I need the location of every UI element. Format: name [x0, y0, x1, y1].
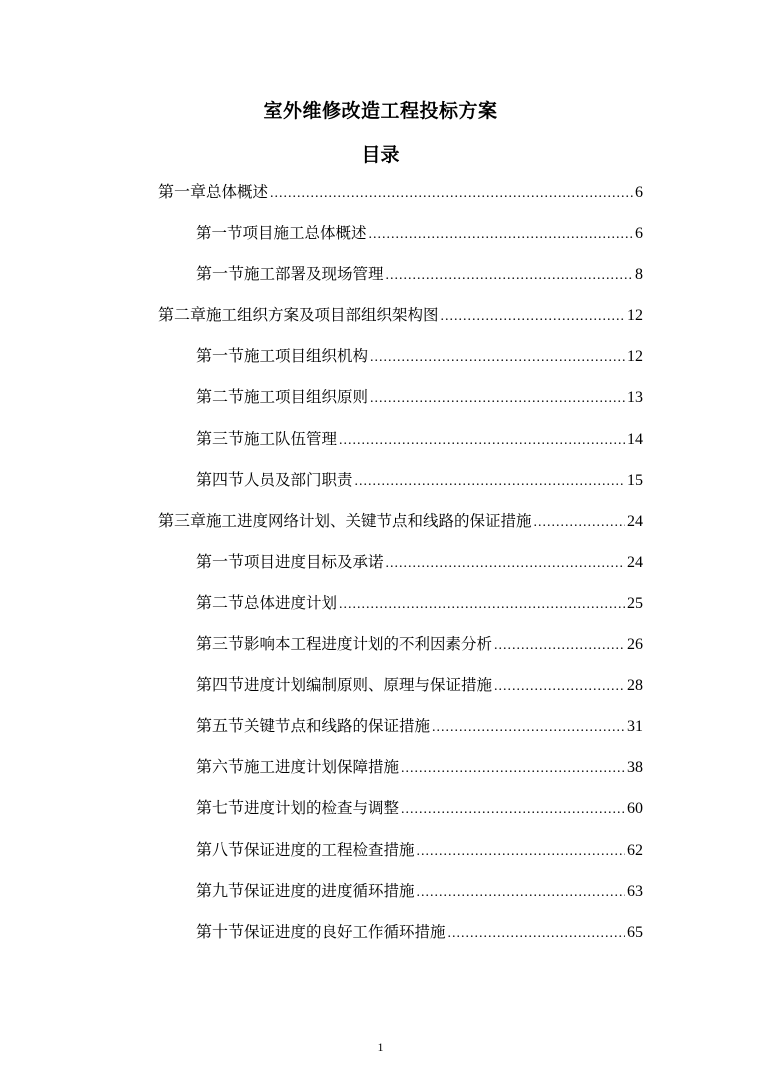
toc-entry-page: 28: [627, 677, 643, 695]
toc-entry-title: 保证进度的良好工作循环措施: [244, 922, 446, 941]
toc-entry-title: 施工部署及现场管理: [244, 265, 384, 284]
toc-entry-section[interactable]: [0, 747, 643, 788]
toc-entry-section[interactable]: [0, 871, 643, 912]
toc-dot-leader: [534, 502, 625, 543]
toc-dot-leader: [386, 255, 633, 296]
toc-entry-section[interactable]: [0, 624, 643, 665]
toc-entry-number: 第六节: [196, 759, 245, 777]
toc-entry-title: 关键节点和线路的保证措施: [244, 717, 431, 736]
toc-entry-section[interactable]: [0, 460, 643, 501]
toc-entry-title: 保证进度的进度循环措施: [244, 881, 415, 900]
toc-entry-section[interactable]: [0, 542, 643, 583]
toc-dot-leader: [432, 707, 625, 748]
toc-entry-section[interactable]: [0, 583, 643, 624]
toc-entry-number: 第一章: [158, 184, 207, 201]
table-of-contents: [0, 172, 761, 953]
toc-dot-leader: [401, 789, 625, 830]
toc-entry-section[interactable]: [0, 788, 643, 829]
toc-entry-page: 14: [627, 430, 643, 448]
toc-entry-page: 13: [627, 389, 643, 407]
toc-entry-section[interactable]: [0, 336, 643, 377]
toc-entry-page: 62: [627, 841, 643, 859]
toc-entry-title: 施工进度网络计划、关键节点和线路的保证措施: [206, 511, 532, 530]
toc-entry-number: 第二章: [158, 307, 207, 325]
toc-entry-title: 进度计划的检查与调整: [244, 799, 400, 818]
toc-entry-page: 24: [627, 512, 643, 530]
toc-entry-section[interactable]: [0, 665, 643, 706]
toc-entry-number: 第五节: [196, 718, 245, 736]
toc-entry-page: 60: [627, 800, 643, 818]
toc-dot-leader: [441, 296, 625, 337]
toc-entry-title: 人员及部门职责: [244, 470, 353, 489]
toc-entry-section[interactable]: [0, 830, 643, 871]
toc-entry-title: 总体进度计划: [244, 593, 338, 612]
toc-entry-section[interactable]: [0, 419, 643, 460]
toc-entry-page: 12: [627, 348, 643, 366]
toc-entry-title: 影响本工程进度计划的不利因素分析: [244, 635, 493, 654]
toc-dot-leader: [401, 748, 625, 789]
toc-entry-number: 第八节: [196, 841, 245, 859]
toc-entry-number: 第三章: [158, 512, 207, 530]
toc-entry-number: 第四节: [196, 471, 245, 489]
toc-entry-title: 总体概述: [206, 183, 269, 201]
toc-entry-title: 施工进度计划保障措施: [244, 758, 400, 777]
toc-dot-leader: [370, 378, 625, 419]
toc-dot-leader: [417, 872, 625, 913]
toc-entry-page: 38: [627, 759, 643, 777]
toc-entry-title: 进度计划编制原则、原理与保证措施: [244, 676, 493, 695]
toc-entry-number: 第一节: [196, 348, 245, 366]
toc-entry-title: 施工项目组织机构: [244, 347, 369, 366]
toc-entry-number: 第一节: [196, 553, 245, 571]
toc-dot-leader: [386, 543, 625, 584]
toc-entry-number: 第三节: [196, 636, 245, 654]
toc-entry-title: 施工队伍管理: [244, 429, 338, 448]
toc-entry-title: 项目进度目标及承诺: [244, 552, 384, 571]
toc-entry-page: 63: [627, 882, 643, 900]
toc-entry-number: 第七节: [196, 800, 245, 818]
toc-dot-leader: [448, 913, 625, 954]
toc-entry-chapter[interactable]: [0, 501, 643, 542]
toc-entry-number: 第一节项目施工总体概述: [196, 224, 367, 243]
toc-entry-page: 25: [627, 594, 643, 612]
toc-entry-page: 6: [635, 225, 643, 243]
toc-entry-section[interactable]: [0, 213, 643, 254]
page-number: 1: [377, 1040, 384, 1054]
toc-dot-leader: [494, 666, 625, 707]
toc-entry-title: 保证进度的工程检查措施: [244, 840, 415, 859]
toc-entry-title: 施工组织方案及项目部组织架构图: [206, 306, 439, 325]
document-title: 室外维修改造工程投标方案: [263, 100, 498, 122]
toc-dot-leader: [270, 173, 633, 214]
toc-entry-section[interactable]: [0, 377, 643, 418]
toc-entry-title: 施工项目组织原则: [244, 388, 369, 407]
toc-entry-number: 第三节: [196, 430, 245, 448]
toc-entry-page: 65: [627, 923, 643, 941]
toc-entry-page: 8: [635, 266, 643, 284]
toc-dot-leader: [494, 625, 625, 666]
toc-entry-number: 第九节: [196, 882, 245, 900]
toc-entry-section[interactable]: [0, 706, 643, 747]
toc-entry-number: 第二节: [196, 594, 245, 612]
toc-entry-chapter[interactable]: [0, 295, 643, 336]
toc-dot-leader: [339, 420, 625, 461]
toc-dot-leader: [370, 337, 625, 378]
toc-entry-section[interactable]: [0, 912, 643, 953]
toc-entry-page: 6: [635, 184, 643, 201]
toc-entry-chapter[interactable]: [0, 172, 643, 213]
toc-heading: 目录: [361, 144, 400, 166]
toc-dot-leader: [417, 831, 625, 872]
toc-dot-leader: [355, 461, 625, 502]
toc-entry-number: 第四节: [196, 677, 245, 695]
toc-entry-section[interactable]: [0, 254, 643, 295]
toc-entry-number: 第一节: [196, 266, 245, 284]
toc-dot-leader: [339, 584, 625, 625]
toc-entry-page: 24: [627, 553, 643, 571]
toc-entry-page: 15: [627, 471, 643, 489]
toc-entry-page: 26: [627, 636, 643, 654]
toc-entry-number: 第二节: [196, 389, 245, 407]
toc-dot-leader: [369, 214, 633, 255]
toc-entry-page: 12: [627, 307, 643, 325]
toc-entry-page: 31: [627, 718, 643, 736]
toc-entry-number: 第十节: [196, 923, 245, 941]
